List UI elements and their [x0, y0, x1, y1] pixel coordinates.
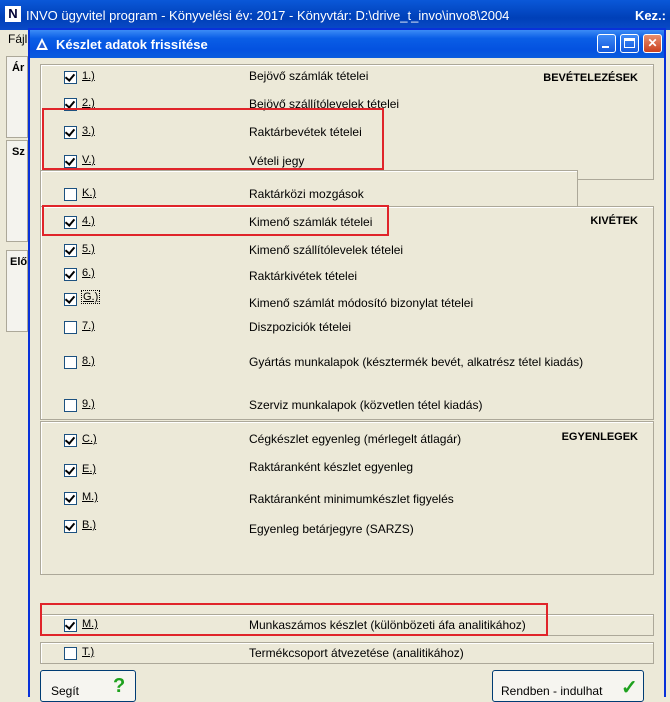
option-key: C.) — [82, 433, 97, 445]
option-key: M.) — [82, 491, 98, 503]
checkbox[interactable] — [64, 399, 77, 412]
option-label: Egyenleg betárjegyre (SARZS) — [249, 522, 414, 536]
checkbox[interactable] — [64, 492, 77, 505]
group-header-egyenlegek: EGYENLEGEK — [561, 431, 638, 443]
bg-text-2: Sz — [12, 146, 25, 158]
maximize-button[interactable] — [620, 34, 639, 53]
option-label: Bejövő számlák tételei — [249, 69, 369, 83]
ok-button-label: Rendben - indulhat — [501, 684, 603, 698]
help-button-label: Segít — [51, 684, 80, 698]
option-label: Vételi jegy — [249, 154, 305, 168]
group-raktarkozi — [40, 170, 578, 209]
group-egyenlegek — [40, 421, 654, 575]
menu-file[interactable]: Fájl — [8, 32, 28, 46]
checkbox[interactable] — [64, 71, 77, 84]
question-icon: ? — [113, 675, 126, 697]
option-label: Gyártás munkalapok (késztermék bevét, alkatrész tétel kiadás) — [249, 355, 584, 369]
checkbox[interactable] — [64, 434, 77, 447]
option-label: Cégkészlet egyenleg (mérlegelt átlagár) — [249, 432, 462, 446]
highlight-box — [42, 108, 384, 170]
option-label: Kimenő számlát módosító bizonylat tételei — [249, 296, 474, 310]
option-key: 3.) — [82, 125, 95, 137]
checkbox[interactable] — [64, 188, 77, 201]
app-icon — [35, 37, 49, 51]
bg-text-3: Elő — [10, 256, 28, 268]
app-title-right: Kez.: — [634, 8, 666, 23]
highlight-box — [42, 205, 389, 236]
option-key: 8.) — [82, 355, 95, 367]
option-key: 5.) — [82, 243, 95, 255]
option-key: T.) — [82, 646, 95, 658]
checkbox[interactable] — [64, 321, 77, 334]
dialog-titlebar[interactable] — [30, 30, 664, 58]
minimize-icon — [602, 46, 609, 48]
checkbox[interactable] — [64, 293, 77, 306]
option-label: Raktárkivétek tételei — [249, 269, 358, 283]
help-button[interactable] — [40, 670, 136, 702]
option-key: K.) — [82, 187, 97, 199]
checkbox[interactable] — [64, 520, 77, 533]
option-label: Bejövő szállítólevelek tételei — [249, 97, 400, 111]
minimize-button[interactable] — [597, 34, 616, 53]
highlight-box — [40, 603, 548, 636]
option-label: Szerviz munkalapok (közvetlen tétel kiadás) — [249, 398, 483, 412]
app-titlebar — [0, 0, 670, 30]
option-label: Raktárközi mozgások — [249, 187, 364, 201]
option-label: Diszpoziciók tételei — [249, 320, 352, 334]
option-key: V.) — [82, 154, 96, 166]
group-kivetek — [40, 206, 654, 420]
close-button[interactable] — [643, 34, 662, 53]
option-key: B.) — [82, 519, 97, 531]
option-key: 6.) — [82, 267, 95, 279]
group-header-kivetek: KIVÉTEK — [590, 215, 638, 227]
option-label: Raktáranként készlet egyenleg — [249, 460, 414, 474]
app-logo-icon: N — [5, 6, 21, 22]
checkmark-icon: ✓ — [621, 677, 638, 699]
option-key: 9.) — [82, 398, 95, 410]
maximize-icon — [624, 38, 635, 48]
bg-text-1: Ár — [12, 62, 25, 74]
option-label: Raktárbevétek tételei — [249, 125, 362, 139]
option-key: 1.) — [82, 70, 95, 82]
option-label: Kimenő szállítólevelek tételei — [249, 243, 404, 257]
option-key: M.) — [82, 618, 98, 630]
option-label: Munkaszámos készlet (különbözeti áfa analitikához) — [249, 618, 526, 632]
close-icon: ✕ — [647, 36, 658, 50]
option-key: E.) — [82, 463, 97, 475]
checkbox[interactable] — [64, 356, 77, 369]
option-key: 2.) — [82, 97, 95, 109]
option-key: G.) — [83, 291, 99, 303]
dialog-title: Készlet adatok frissítése — [56, 37, 208, 52]
option-label: Kimenő számlák tételei — [249, 215, 373, 229]
app-title: INVO ügyvitel program - Könyvelési év: 2017 - Könyvtár: D:\drive_t_invo\invo8\2004 — [26, 8, 510, 23]
option-label: Termékcsoport átvezetése (analitikához) — [249, 646, 464, 660]
option-label: Raktáranként minimumkészlet figyelés — [249, 492, 454, 506]
group-header-bevetelezesek: BEVÉTELEZÉSEK — [543, 72, 638, 84]
option-key: 7.) — [82, 320, 95, 332]
checkbox[interactable] — [64, 647, 77, 660]
checkbox[interactable] — [64, 268, 77, 281]
ok-button[interactable] — [492, 670, 644, 702]
group-termekcsoport — [40, 642, 654, 664]
checkbox[interactable] — [64, 244, 77, 257]
option-key: 4.) — [82, 215, 95, 227]
checkbox[interactable] — [64, 464, 77, 477]
